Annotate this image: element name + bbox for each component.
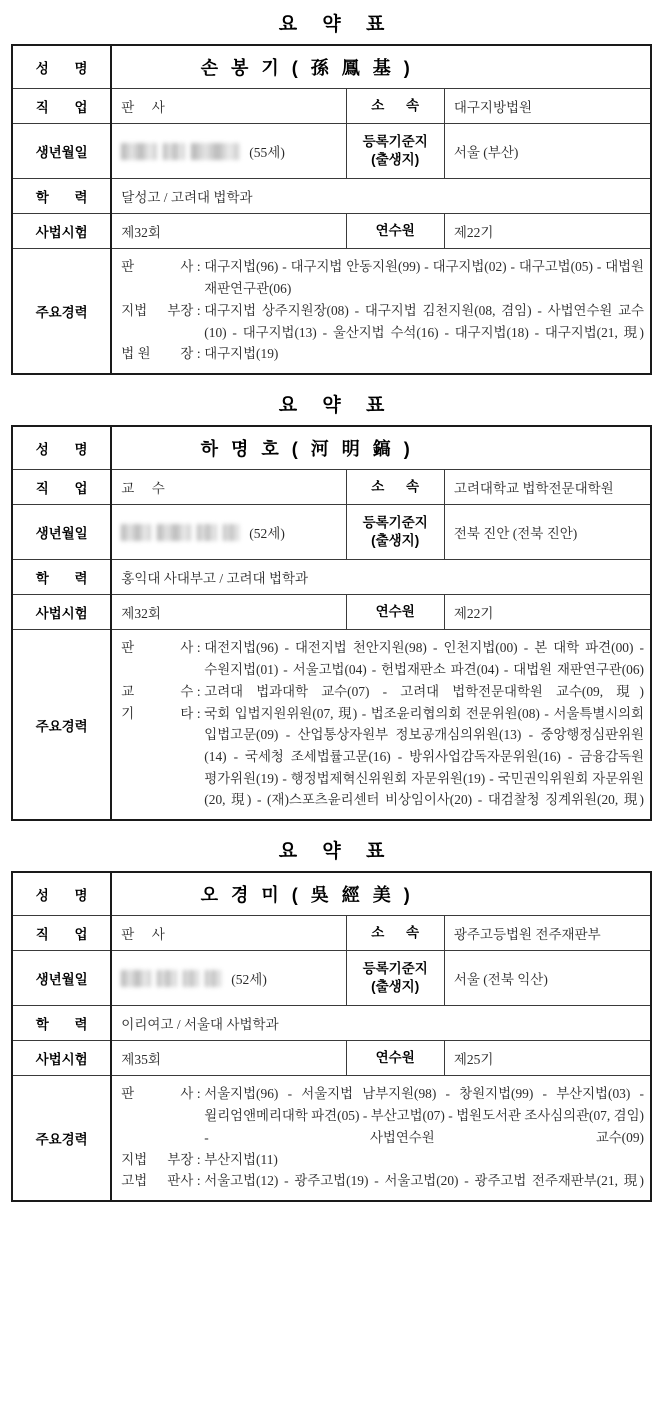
table-row-birthdate	[12, 951, 651, 1006]
age-value: (52세)	[231, 972, 267, 988]
label-registry-line2: (출생지)	[371, 533, 420, 549]
redaction-block	[157, 524, 191, 541]
career-key-left: 교	[121, 683, 135, 699]
summary-table	[11, 44, 652, 375]
table-row-barexam	[12, 595, 651, 630]
career-text: 서울지법(96) - 서울지법 남부지원(98) - 창원지법(99) - 부산지법(03) - 윌리엄앤메리대학 파견(05) - 부산고법(07) - 법원도서관 조사심의관(07, 겸임) - 사법연수원 교수(09)	[204, 1086, 644, 1145]
career-entry	[121, 1170, 644, 1192]
table-row-name	[12, 872, 651, 916]
career-key-right: 판사	[167, 1173, 194, 1189]
label-registry	[346, 951, 444, 1006]
table-row-barexam	[12, 1041, 651, 1076]
redaction-block	[121, 143, 157, 160]
table-row-career	[12, 1076, 651, 1201]
label-occupation: 직 업	[12, 469, 111, 504]
career-colon: :	[196, 683, 201, 699]
career-key-left: 판	[121, 640, 135, 656]
career-colon: :	[196, 640, 201, 656]
table-row-career	[12, 249, 651, 374]
redaction-block	[183, 970, 199, 987]
table-row-barexam	[12, 214, 651, 249]
value-name	[111, 426, 651, 470]
label-bar-exam: 사법시험	[12, 214, 111, 249]
career-colon: :	[196, 259, 201, 275]
table-row-name	[12, 45, 651, 89]
career-entry	[121, 681, 644, 703]
value-registry: 전북 진안 (전북 진안)	[444, 504, 651, 559]
career-key	[121, 256, 193, 299]
summary-card	[11, 381, 652, 821]
value-registry: 서울 (전북 익산)	[444, 951, 651, 1006]
label-institute: 연수원	[346, 1041, 444, 1076]
page-title: 요 약 표	[278, 14, 395, 35]
label-occupation: 직 업	[12, 89, 111, 124]
career-text: 서울고법(12) - 광주고법(19) - 서울고법(20) - 광주고법 전주재판부(21, 現)	[204, 1173, 644, 1189]
label-birthdate: 생년월일	[12, 124, 111, 179]
career-colon: :	[196, 1086, 201, 1102]
value-institute: 제22기	[444, 595, 651, 630]
career-key-left: 지법	[121, 1151, 148, 1167]
career-key-right: 사	[180, 259, 194, 275]
career-entry	[121, 343, 644, 365]
value-birthdate	[111, 951, 346, 1006]
label-education: 학 력	[12, 179, 111, 214]
career-key	[121, 681, 193, 703]
redaction-block	[223, 524, 239, 541]
label-affiliation: 소 속	[346, 89, 444, 124]
value-education: 홍익대 사대부고 / 고려대 법학과	[111, 560, 651, 595]
label-institute: 연수원	[346, 595, 444, 630]
label-registry-line2: (출생지)	[371, 979, 420, 995]
career-colon: :	[196, 302, 201, 318]
redaction-block	[197, 524, 217, 541]
value-affiliation: 대구지방법원	[444, 89, 651, 124]
redaction-block	[121, 524, 151, 541]
birthdate-redacted	[121, 968, 345, 988]
career-key-left: 법 원	[121, 346, 151, 362]
career-key-right: 사	[180, 1086, 194, 1102]
career-key-left: 판	[121, 259, 135, 275]
value-career	[111, 1076, 651, 1201]
table-row-occupation	[12, 469, 651, 504]
table-row-education	[12, 179, 651, 214]
career-key-right: 타	[180, 705, 194, 721]
value-career	[111, 249, 651, 374]
label-occupation: 직 업	[12, 916, 111, 951]
person-name: 오 경 미 ( 吳 經 美 )	[200, 885, 414, 906]
career-colon: :	[196, 705, 201, 721]
career-entry	[121, 637, 644, 680]
age-value: (55세)	[249, 145, 285, 161]
label-affiliation: 소 속	[346, 916, 444, 951]
value-career	[111, 630, 651, 820]
label-registry-line1: 등록기준지	[362, 514, 428, 530]
summary-table	[11, 871, 652, 1202]
career-entry	[121, 703, 644, 812]
career-text: 대구지법 상주지원장(08) - 대구지법 김천지원(08, 겸임) - 사법연수원 교수(10) - 대구지법(13) - 울산지법 수석(16) - 대구지법(18) - 대구지법(21, 現)	[204, 302, 644, 340]
redaction-block	[205, 970, 221, 987]
value-name	[111, 872, 651, 916]
table-row-career	[12, 630, 651, 820]
value-bar-exam: 제32회	[111, 214, 346, 249]
career-text: 대구지법(19)	[204, 346, 279, 362]
career-key-right: 부장	[167, 302, 194, 318]
label-institute: 연수원	[346, 214, 444, 249]
value-occupation: 판 사	[111, 916, 346, 951]
redaction-block	[163, 143, 185, 160]
career-text: 대전지법(96) - 대전지법 천안지원(98) - 인천지법(00) - 본 대학 파견(00) - 수원지법(01) - 서울고법(04) - 헌법재판소 파견(04) - 대법원 재판연구관(06)	[204, 640, 644, 678]
page-title: 요 약 표	[278, 841, 395, 863]
table-row-birthdate	[12, 504, 651, 559]
label-registry-line1: 등록기준지	[362, 961, 428, 977]
label-registry	[346, 124, 444, 179]
label-affiliation: 소 속	[346, 469, 444, 504]
career-entry	[121, 300, 644, 343]
career-key	[121, 300, 193, 343]
career-entry	[121, 1083, 644, 1148]
career-key	[121, 703, 193, 812]
value-education: 이리여고 / 서울대 사법학과	[111, 1006, 651, 1041]
career-key	[121, 1083, 193, 1148]
label-name: 성 명	[12, 45, 111, 89]
value-occupation: 판 사	[111, 89, 346, 124]
value-occupation: 교 수	[111, 469, 346, 504]
summary-table	[11, 425, 652, 821]
label-education: 학 력	[12, 560, 111, 595]
person-name: 손 봉 기 ( 孫 鳳 基 )	[200, 58, 414, 78]
summary-card	[11, 0, 652, 375]
table-row-occupation	[12, 89, 651, 124]
summary-card	[11, 827, 652, 1202]
career-colon: :	[196, 1151, 201, 1167]
label-birthdate: 생년월일	[12, 504, 111, 559]
redaction-block	[121, 970, 151, 987]
career-entry	[121, 1149, 644, 1171]
value-affiliation: 고려대학교 법학전문대학원	[444, 469, 651, 504]
value-bar-exam: 제35회	[111, 1041, 346, 1076]
table-row-occupation	[12, 916, 651, 951]
career-text: 대구지법(96) - 대구지법 안동지원(99) - 대구지법(02) - 대구고법(05) - 대법원 재판연구관(06)	[204, 259, 644, 297]
label-birthdate: 생년월일	[12, 951, 111, 1006]
career-key	[121, 343, 193, 365]
career-key	[121, 1149, 193, 1171]
career-key	[121, 1170, 193, 1192]
label-registry-line2: (출생지)	[371, 152, 420, 168]
redaction-block	[191, 143, 239, 160]
table-row-birthdate	[12, 124, 651, 179]
label-bar-exam: 사법시험	[12, 595, 111, 630]
birthdate-redacted	[121, 141, 345, 161]
label-registry-line1: 등록기준지	[362, 134, 428, 149]
career-key-right: 장	[180, 346, 194, 362]
career-colon: :	[196, 1173, 201, 1189]
career-text: 고려대 법과대학 교수(07) - 고려대 법학전문대학원 교수(09, 現)	[204, 683, 644, 699]
label-bar-exam: 사법시험	[12, 1041, 111, 1076]
birthdate-redacted	[121, 522, 345, 542]
career-key-right: 사	[180, 640, 194, 656]
value-name	[111, 45, 651, 89]
career-key	[121, 637, 193, 680]
label-career: 주요경력	[12, 630, 111, 820]
table-row-name	[12, 426, 651, 470]
value-institute: 제22기	[444, 214, 651, 249]
career-key-left: 고법	[121, 1173, 148, 1189]
label-registry	[346, 504, 444, 559]
career-colon: :	[196, 346, 201, 362]
label-education: 학 력	[12, 1006, 111, 1041]
career-text: 국회 입법지원위원(07, 現) - 법조윤리협의회 전문위원(08) - 서울특별시의회 입법고문(09) - 산업통상자원부 정보공개심의위원(13) - 중앙행정심판위원(14) - 국세청 조세법률고문(16) - 방위사업감독자문위원(16) - 금융감독원 평가위원(19) - 행정법제혁신위원회 자문위원(19) - 국민권익위원회 자문위원(20, 現) - (재)스포츠윤리센터 비상임이사(20) - 대검찰청 징계위원(20, 現)	[204, 705, 644, 808]
table-row-education	[12, 560, 651, 595]
career-key-left: 지법	[121, 302, 148, 318]
value-registry: 서울 (부산)	[444, 124, 651, 179]
value-affiliation: 광주고등법원 전주재판부	[444, 916, 651, 951]
value-birthdate	[111, 124, 346, 179]
career-entry	[121, 256, 644, 299]
label-career: 주요경력	[12, 1076, 111, 1201]
page-title: 요 약 표	[278, 394, 395, 416]
person-name: 하 명 호 ( 河 明 鎬 )	[200, 438, 414, 459]
label-career: 주요경력	[12, 249, 111, 374]
value-birthdate	[111, 504, 346, 559]
value-education: 달성고 / 고려대 법학과	[111, 179, 651, 214]
career-text: 부산지법(11)	[204, 1151, 278, 1167]
value-bar-exam: 제32회	[111, 595, 346, 630]
career-key-left: 기	[121, 705, 135, 721]
value-institute: 제25기	[444, 1041, 651, 1076]
career-key-right: 부장	[167, 1151, 194, 1167]
redaction-block	[157, 970, 177, 987]
career-key-left: 판	[121, 1086, 135, 1102]
age-value: (52세)	[249, 526, 285, 542]
table-row-education	[12, 1006, 651, 1041]
label-name: 성 명	[12, 872, 111, 916]
label-name: 성 명	[12, 426, 111, 470]
career-key-right: 수	[180, 683, 194, 699]
